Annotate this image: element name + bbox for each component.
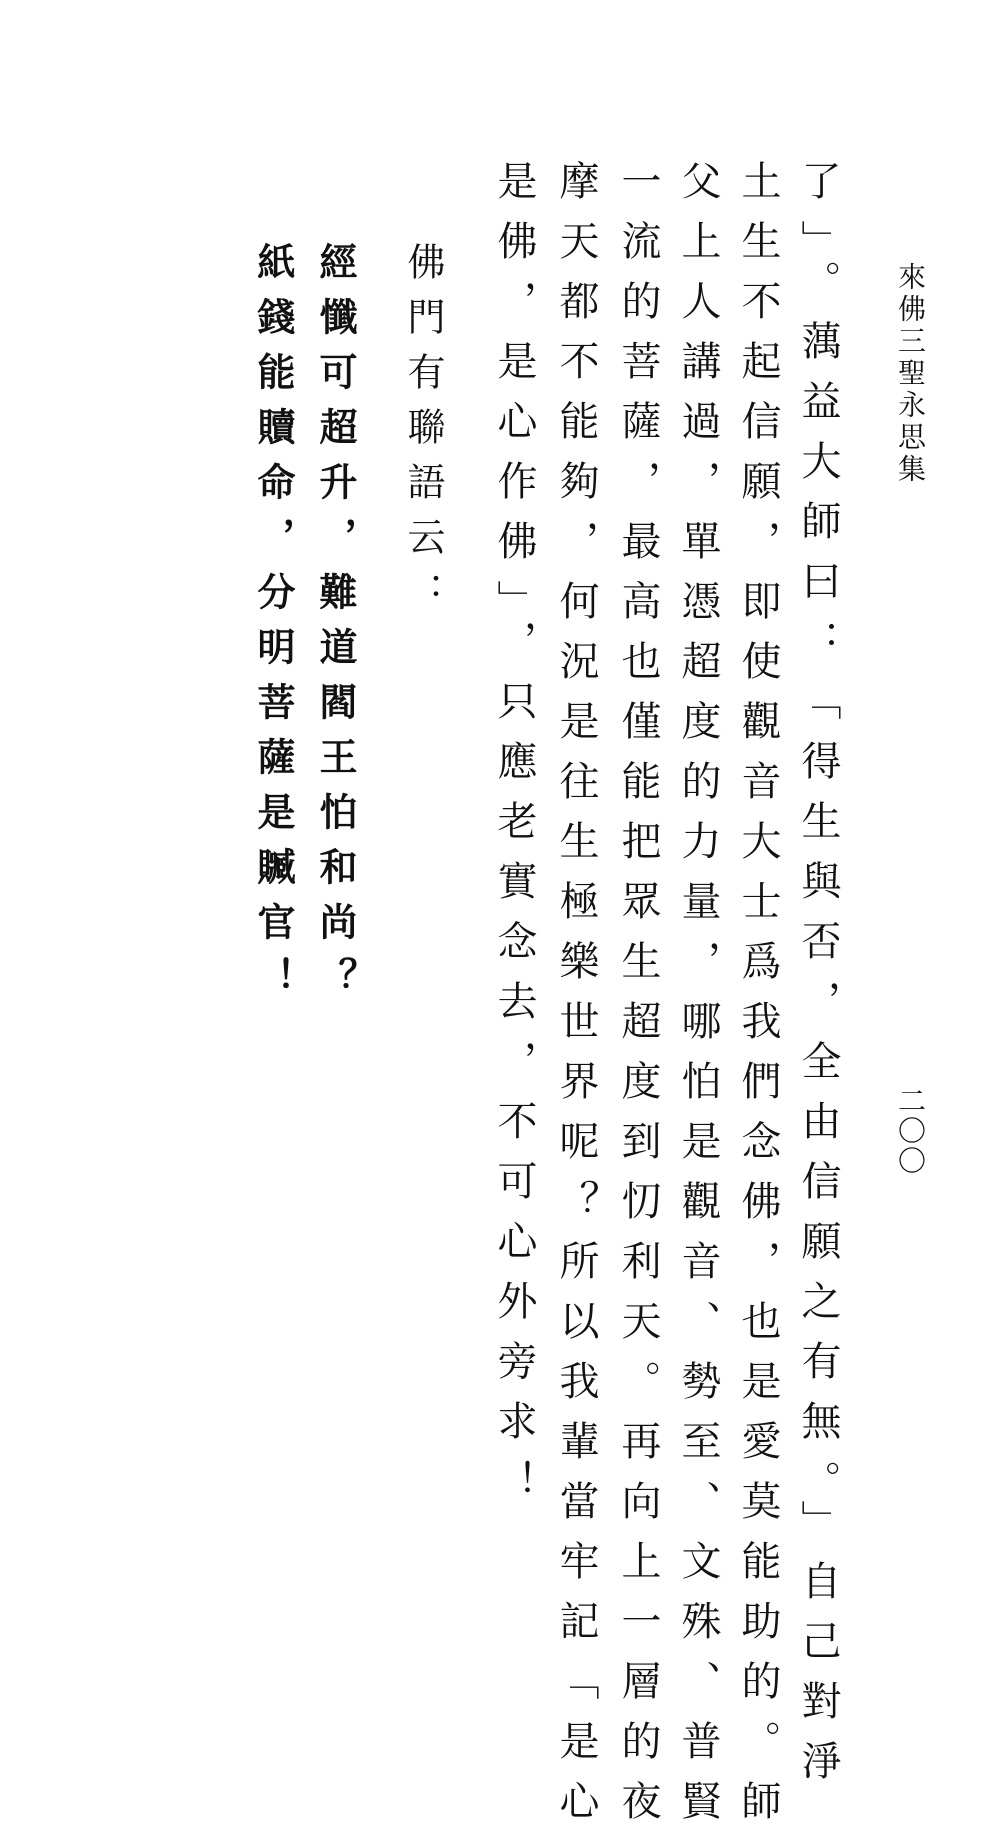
body-text-line-2: 土生不起信願，即使觀音大士爲我們念佛，也是愛莫能助的。師 xyxy=(735,160,781,1840)
body-text-line-1: 了」。蕅益大師曰：「得生與否，全由信願之有無。」自己對淨 xyxy=(795,160,841,1800)
page-number: 二〇〇 xyxy=(894,1086,927,1176)
body-text-line-6: 是佛，是心作佛」，只應老實念去，不可心外旁求！ xyxy=(491,160,537,1520)
verse-line-2: 紙錢能贖命，分明菩薩是贓官！ xyxy=(251,242,295,1012)
body-text-line-4: 一流的菩薩，最高也僅能把眾生超度到忉利天。再向上一層的夜 xyxy=(615,160,661,1840)
running-header-title: 來佛三聖永思集 xyxy=(894,262,927,486)
body-text-line-3: 父上人講過，單憑超度的力量，哪怕是觀音、勢至、文殊、普賢 xyxy=(675,160,721,1840)
body-text-line-5: 摩天都不能夠，何況是往生極樂世界呢？所以我輩當牢記「是心 xyxy=(553,160,599,1840)
verse-line-1: 經懺可超升，難道閻王怕和尚？ xyxy=(313,242,357,1012)
verse-intro: 佛門有聯語云： xyxy=(401,242,445,627)
